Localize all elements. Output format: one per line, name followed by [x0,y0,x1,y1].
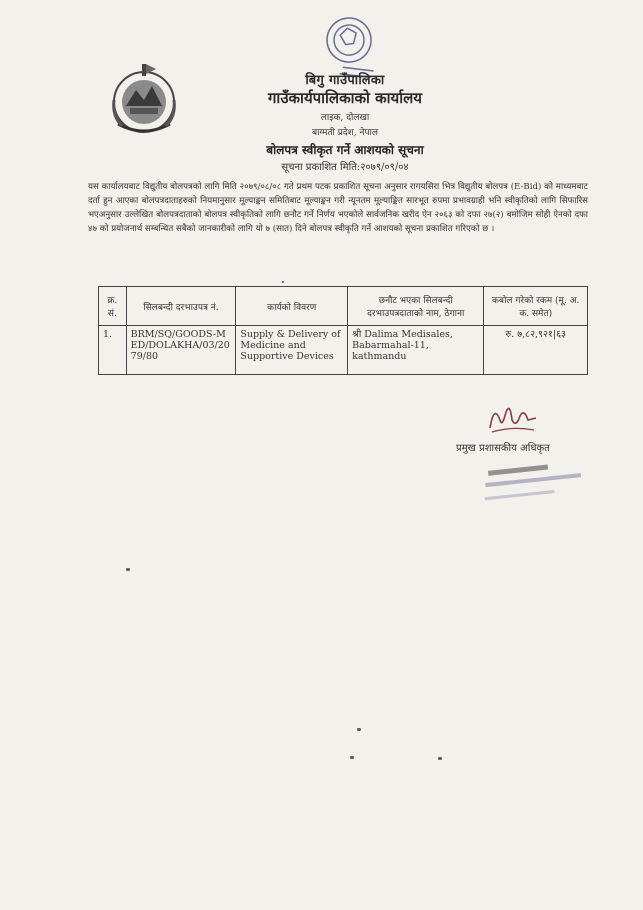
header-sn: क्र. सं. [99,287,127,326]
header-desc: कार्यको विवरण [236,287,348,326]
office-name-line1: बिगु गाउँपालिका [305,73,385,88]
cell-amount: रु. ७,८२,९२१|६३ [484,326,588,375]
header-ref: सिलबन्दी दरभाउपत्र नं. [126,287,236,326]
paper-speck [282,281,284,283]
header-bidder: छनौट भएका सिलबन्दी दरभाउपत्रदाताको नाम, ठेगाना [348,287,484,326]
cell-bidder: श्री Dalima Medisales, Babarmahal-11, kathmandu [348,326,484,375]
document-header [200,70,490,173]
paper-speck [350,756,354,759]
notice-paragraph: यस कार्यालयबाट विद्युतीय बोलपत्रको लागि मिति २०७९/०८/०८ गते प्रथम पटक प्रकाशित सूचना अनुसार रागयसिरा भित्र विद्युतीय बोलपत्र (E-Bid) को माध्यमबाट दर्ता हुन आएका बोलपत्रदाताहरुको नियमानुसार मूल्याङ्कन समितिबाट मूल्याङ्कन गरी न्यूनतम मूल्याङ्कित सारभूत रुपमा प्रभावग्राही भनि स्वीकृतिको लागि सिफारिस भएअनुसार उल्लेखित बोलपत्रदाताको बोलपत्र स्वीकृतिको लागि छनौट गर्ने निर्णय भएकोले सार्वजनिक खरीद ऐन २०६३ को दफा २७(२) बमोजिम सोही ऐनको दफा ४७ को प्रयोजनार्थ सम्बन्धित सबैको जानकारीको लागि यो ७ (सात) दिने बोलपत्र स्वीकृति गर्ने आशयको सूचना प्रकाशित गरिएको छ । [88,182,588,234]
office-name-line2: गाउँकार्यपालिकाको कार्यालय [267,89,422,107]
nepal-government-emblem [104,60,184,140]
published-date: सूचना प्रकाशित मिति:२०७९/०९/०४ [281,162,409,173]
office-province: बाग्मती प्रदेश, नेपाल [312,128,378,138]
signatory-title: प्रमुख प्रशासकीय अधिकृत [456,443,550,454]
cell-sn: 1. [99,326,127,375]
paper-speck [357,728,361,731]
officer-rubber-stamp [480,458,590,518]
table-header-row [99,287,588,326]
header-amount: कबोल गरेको रकम (मू. अ. क. समेत) [484,287,588,326]
handwritten-signature [482,398,542,438]
office-location: लाइक, दोलखा [320,113,370,123]
notice-title: बोलपत्र स्वीकृत गर्ने आशयको सूचना [266,143,424,157]
bid-table [98,286,588,375]
paper-speck [126,568,130,571]
table-row [99,326,588,375]
cell-ref: BRM/SQ/GOODS-MED/DOLAKHA/03/2079/80 [126,326,236,375]
paper-speck [438,757,442,760]
cell-desc: Supply & Delivery of Medicine and Supportive Devices [236,326,348,375]
